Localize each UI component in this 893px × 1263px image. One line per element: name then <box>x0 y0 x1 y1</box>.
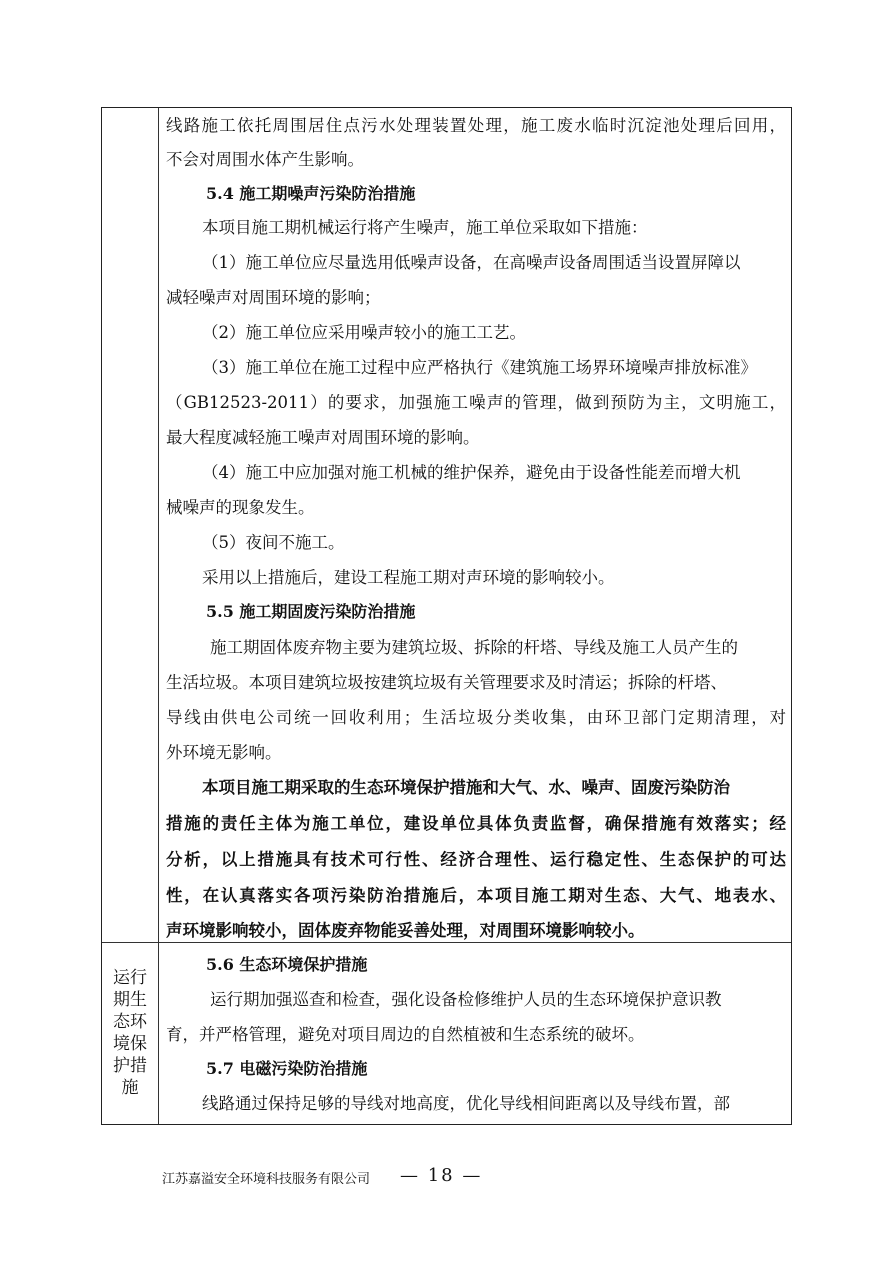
list-item-1: （1）施工单位应尽量选用低噪声设备，在高噪声设备周围适当设置屏障以 <box>202 253 741 272</box>
content-table <box>101 107 792 1125</box>
section-heading-5-4: 5.4 施工期噪声污染防治措施 <box>206 184 416 203</box>
row-divider <box>102 942 791 943</box>
label-line: 护措 <box>113 1056 147 1076</box>
page-number: — 18 — <box>400 1165 483 1186</box>
paragraph-line: 外环境无影响。 <box>166 743 282 762</box>
paragraph-line: 减轻噪声对周围环境的影响； <box>166 288 381 307</box>
summary-bold-line: 措施的责任主体为施工单位，建设单位具体负责监督，确保措施有效落实；经 <box>166 814 786 833</box>
summary-bold-line: 声环境影响较小，固体废弃物能妥善处理，对周围环境影响较小。 <box>166 921 645 940</box>
label-line: 境保 <box>113 1034 147 1054</box>
paragraph-line: 导线由供电公司统一回收利用；生活垃圾分类收集，由环卫部门定期清理，对 <box>166 708 786 727</box>
paragraph-line: 采用以上措施后，建设工程施工期对声环境的影响较小。 <box>202 568 615 587</box>
section-heading-5-6: 5.6 生态环境保护措施 <box>206 955 368 974</box>
list-item-3: （3）施工单位在施工过程中应严格执行《建筑施工场界环境噪声排放标准》 <box>202 358 757 377</box>
section-heading-5-5: 5.5 施工期固废污染防治措施 <box>206 602 416 621</box>
summary-bold-line: 性，在认真落实各项污染防治措施后，本项目施工期对生态、大气、地表水、 <box>166 886 786 905</box>
paragraph-line: 施工期固体废弃物主要为建筑垃圾、拆除的杆塔、导线及施工人员产生的 <box>210 638 738 657</box>
list-item-2: （2）施工单位应采用噪声较小的施工工艺。 <box>202 323 526 342</box>
paragraph-line: 不会对周围水体产生影响。 <box>166 150 364 169</box>
row-label-cell <box>102 942 158 1124</box>
paragraph-line: 运行期加强巡查和检查，强化设备检修维护人员的生态环境保护意识教 <box>210 990 722 1009</box>
paragraph-line: 械噪声的现象发生。 <box>166 498 315 517</box>
company-name: 江苏嘉溢安全环境科技服务有限公司 <box>162 1172 371 1187</box>
list-item-4: （4）施工中应加强对施工机械的维护保养，避免由于设备性能差而增大机 <box>202 463 741 482</box>
label-line: 期生 <box>113 990 147 1010</box>
paragraph-line: 线路施工依托周围居住点污水处理装置处理，施工废水临时沉淀池处理后回用， <box>166 116 786 135</box>
summary-bold-line: 分析，以上措施具有技术可行性、经济合理性、运行稳定性、生态保护的可达 <box>166 850 786 869</box>
paragraph-line: 最大程度减轻施工噪声对周围环境的影响。 <box>166 428 480 447</box>
label-line: 运行 <box>113 968 147 988</box>
paragraph-line: 生活垃圾。本项目建筑垃圾按建筑垃圾有关管理要求及时清运；拆除的杆塔、 <box>166 673 727 692</box>
column-divider <box>158 108 159 1124</box>
paragraph-line: 线路通过保持足够的导线对地高度，优化导线相间距离以及导线布置，部 <box>202 1094 730 1113</box>
paragraph-line: 本项目施工期机械运行将产生噪声，施工单位采取如下措施： <box>202 218 648 237</box>
section-heading-5-7: 5.7 电磁污染防治措施 <box>206 1059 368 1078</box>
label-line: 态环 <box>113 1012 147 1032</box>
row-label-operation-eco-protection <box>110 967 150 1099</box>
paragraph-line: 育，并严格管理，避免对项目周边的自然植被和生态系统的破坏。 <box>166 1025 645 1044</box>
label-line: 施 <box>121 1078 139 1098</box>
paragraph-line: （GB12523-2011）的要求，加强施工噪声的管理，做到预防为主，文明施工， <box>166 393 786 412</box>
list-item-5: （5）夜间不施工。 <box>202 533 345 552</box>
summary-bold-line: 本项目施工期采取的生态环境保护措施和大气、水、噪声、固废污染防治 <box>202 778 730 797</box>
